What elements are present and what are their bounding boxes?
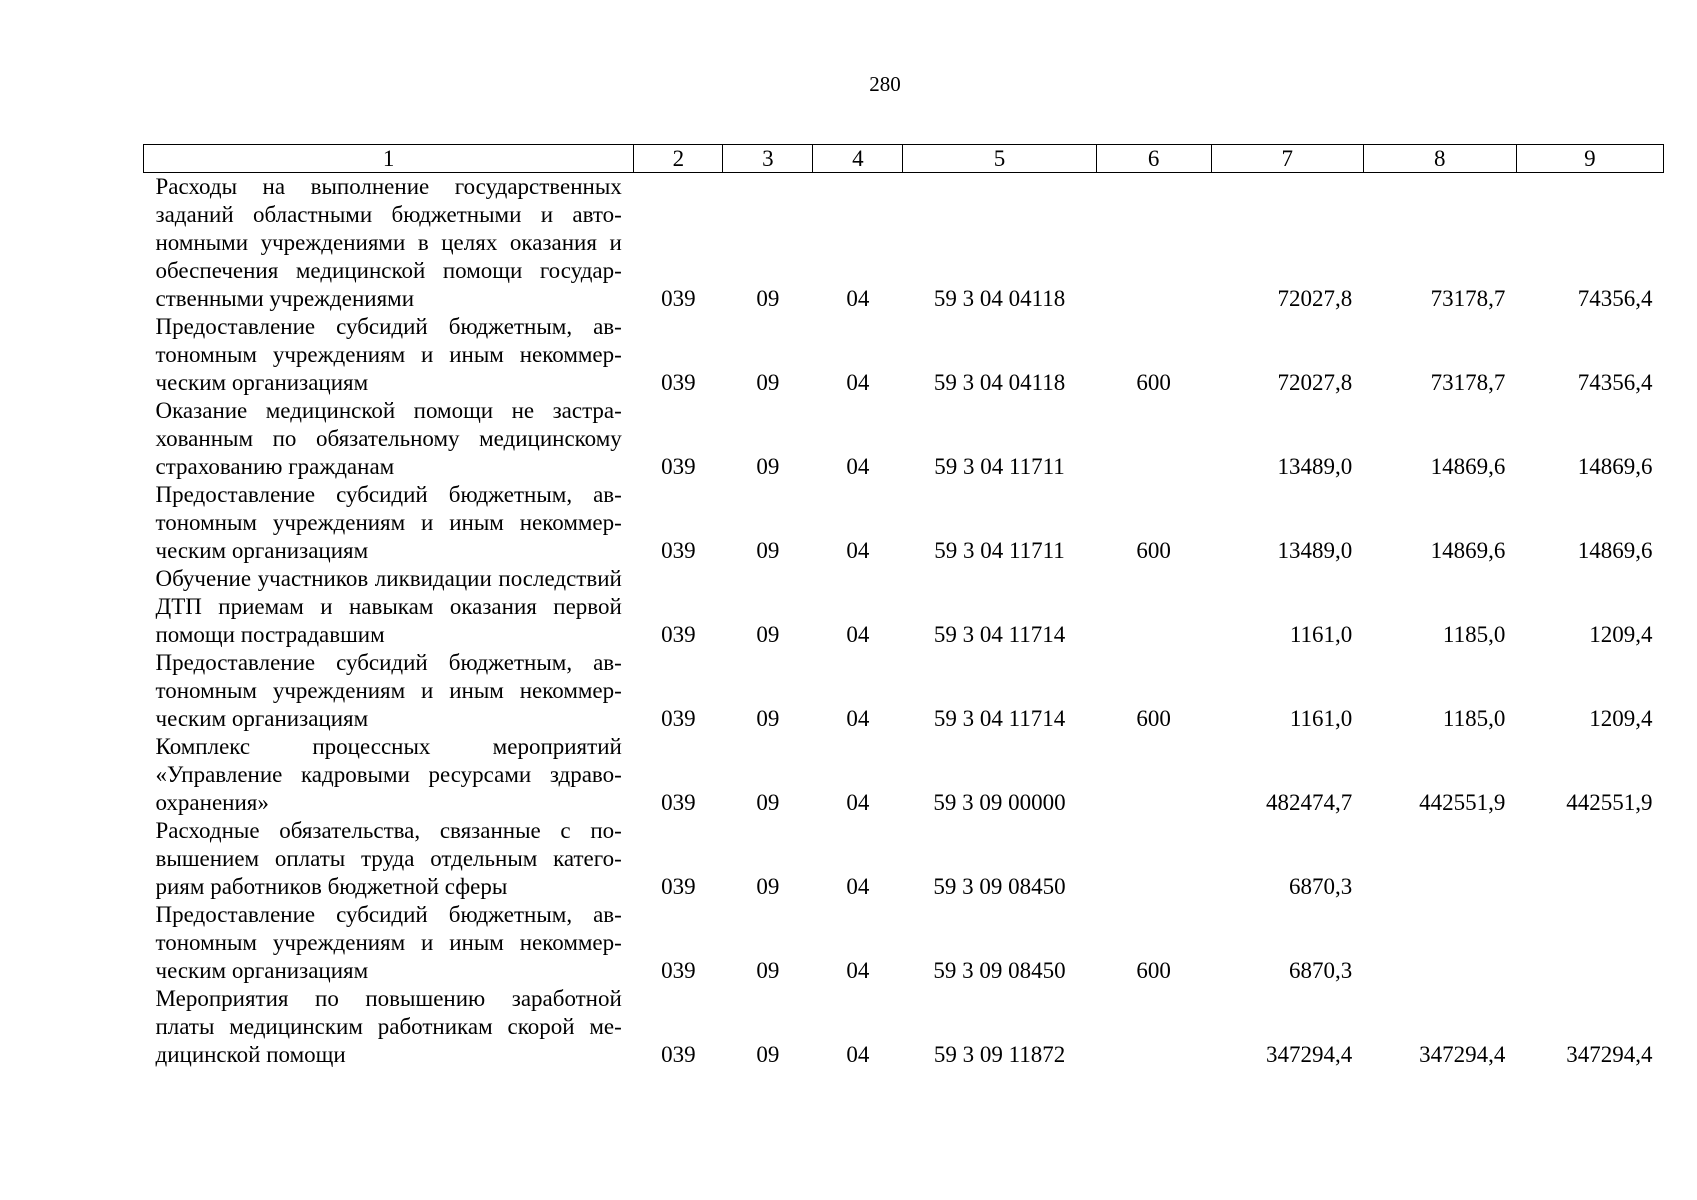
- row-target-article: 59 3 04 11714: [933, 706, 1066, 731]
- row-amount-col9: 442551,9: [1566, 790, 1653, 815]
- row-ministry-code: 039: [661, 538, 696, 563]
- row-ministry-code: 039: [661, 286, 696, 311]
- row-amount-col9: 74356,4: [1577, 286, 1653, 311]
- row-amount-col7: 6870,3: [1288, 958, 1353, 983]
- row-subsection-code: 04: [846, 706, 870, 731]
- row-amount-col7: 482474,7: [1265, 790, 1353, 815]
- row-amount-col7: 72027,8: [1277, 370, 1353, 395]
- row-amount-col9: 347294,4: [1566, 1042, 1653, 1067]
- row-description: Мероприятия по повышению заработной платы медицинским работникам скорой медицинской помощи: [155, 986, 622, 1067]
- table-row: [144, 649, 1664, 733]
- row-amount-col8: [1363, 817, 1516, 901]
- table-row: [144, 901, 1664, 985]
- row-amount-col8: 442551,9: [1419, 790, 1506, 815]
- table-row: [144, 397, 1664, 481]
- row-target-article: 59 3 09 11872: [933, 1042, 1066, 1067]
- row-amount-col9: [1516, 817, 1663, 901]
- row-amount-col8: 1185,0: [1442, 622, 1506, 647]
- row-expense-type: 600: [1136, 538, 1171, 563]
- row-amount-col8: 73178,7: [1430, 286, 1506, 311]
- row-target-article: 59 3 04 04118: [933, 370, 1066, 395]
- row-amount-col7: 1161,0: [1289, 622, 1353, 647]
- header-col-7: 7: [1211, 145, 1363, 173]
- row-section-code: 09: [756, 958, 780, 983]
- row-expense-type: [1096, 565, 1211, 649]
- row-ministry-code: 039: [661, 958, 696, 983]
- row-expense-type: [1096, 985, 1211, 1069]
- row-amount-col8: 347294,4: [1419, 1042, 1506, 1067]
- row-ministry-code: 039: [661, 370, 696, 395]
- table-row: [144, 313, 1664, 397]
- header-col-8: 8: [1363, 145, 1516, 173]
- row-section-code: 09: [756, 622, 780, 647]
- row-subsection-code: 04: [846, 622, 870, 647]
- row-expense-type: 600: [1136, 958, 1171, 983]
- header-col-9: 9: [1516, 145, 1663, 173]
- row-amount-col9: [1516, 901, 1663, 985]
- row-amount-col7: 72027,8: [1277, 286, 1353, 311]
- row-expense-type: [1096, 733, 1211, 817]
- row-expense-type: 600: [1136, 370, 1171, 395]
- table-row: [144, 733, 1664, 817]
- row-description: Обучение участников ликвидации последствий ДТП приемам и навыкам оказания первой помощи пострадавшим: [155, 566, 622, 647]
- row-target-article: 59 3 04 11714: [933, 622, 1066, 647]
- row-amount-col9: 14869,6: [1577, 454, 1653, 479]
- header-row: [144, 145, 1664, 173]
- row-amount-col8: 14869,6: [1430, 538, 1506, 563]
- row-ministry-code: 039: [661, 706, 696, 731]
- row-section-code: 09: [756, 1042, 780, 1067]
- row-expense-type: [1096, 397, 1211, 481]
- row-ministry-code: 039: [661, 790, 696, 815]
- row-description: Расходы на выполнение государственных заданий областными бюджетными и автономными учреждениями в целях оказания и обеспечения медицинской помощи государственными учреждениями: [155, 174, 622, 311]
- row-subsection-code: 04: [846, 454, 870, 479]
- budget-table: [143, 144, 1664, 1069]
- row-target-article: 59 3 09 08450: [933, 874, 1066, 899]
- row-amount-col7: 1161,0: [1289, 706, 1353, 731]
- row-section-code: 09: [756, 706, 780, 731]
- page-number: 280: [869, 72, 901, 96]
- row-target-article: 59 3 04 11711: [934, 538, 1065, 563]
- table-row: [144, 481, 1664, 565]
- row-amount-col9: 74356,4: [1577, 370, 1653, 395]
- row-amount-col9: 1209,4: [1589, 706, 1653, 731]
- header-col-3: 3: [723, 145, 813, 173]
- row-section-code: 09: [756, 790, 780, 815]
- row-section-code: 09: [756, 286, 780, 311]
- row-description: Предоставление субсидий бюджетным, автономным учреждениям и иным некоммерческим организациям: [155, 482, 622, 563]
- row-section-code: 09: [756, 874, 780, 899]
- row-target-article: 59 3 04 11711: [934, 454, 1065, 479]
- row-amount-col7: 13489,0: [1277, 538, 1353, 563]
- row-description: Комплекс процессных мероприятий «Управление кадровыми ресурсами здравоохранения»: [155, 734, 622, 815]
- row-description: Оказание медицинской помощи не застрахованным по обязательному медицинскому страхованию гражданам: [155, 398, 622, 479]
- header-col-1: 1: [144, 145, 634, 173]
- row-subsection-code: 04: [846, 538, 870, 563]
- row-amount-col7: 6870,3: [1288, 874, 1353, 899]
- row-description: Предоставление субсидий бюджетным, автономным учреждениям и иным некоммерческим организациям: [155, 314, 622, 395]
- table-row: [144, 565, 1664, 649]
- row-subsection-code: 04: [846, 370, 870, 395]
- row-subsection-code: 04: [846, 1042, 870, 1067]
- row-expense-type: [1096, 173, 1211, 314]
- row-amount-col8: 73178,7: [1430, 370, 1506, 395]
- table-row: [144, 173, 1664, 314]
- header-col-5: 5: [903, 145, 1096, 173]
- row-amount-col7: 13489,0: [1277, 454, 1353, 479]
- row-section-code: 09: [756, 370, 780, 395]
- row-description: Предоставление субсидий бюджетным, автономным учреждениям и иным некоммерческим организациям: [155, 902, 622, 983]
- row-amount-col8: [1363, 901, 1516, 985]
- row-expense-type: 600: [1136, 706, 1171, 731]
- row-subsection-code: 04: [846, 958, 870, 983]
- row-subsection-code: 04: [846, 286, 870, 311]
- row-description: Предоставление субсидий бюджетным, автономным учреждениям и иным некоммерческим организациям: [155, 650, 622, 731]
- row-ministry-code: 039: [661, 1042, 696, 1067]
- table-body: [144, 173, 1664, 1070]
- row-amount-col8: 14869,6: [1430, 454, 1506, 479]
- row-section-code: 09: [756, 538, 780, 563]
- table-row: [144, 985, 1664, 1069]
- row-amount-col9: 1209,4: [1589, 622, 1653, 647]
- row-target-article: 59 3 04 04118: [933, 286, 1066, 311]
- row-subsection-code: 04: [846, 790, 870, 815]
- row-description: Расходные обязательства, связанные с повышением оплаты труда отдельным категориям работников бюджетной сферы: [155, 818, 622, 899]
- row-target-article: 59 3 09 08450: [933, 958, 1066, 983]
- row-ministry-code: 039: [661, 454, 696, 479]
- table-header: [144, 145, 1664, 173]
- header-col-2: 2: [634, 145, 723, 173]
- row-amount-col9: 14869,6: [1577, 538, 1653, 563]
- row-ministry-code: 039: [661, 622, 696, 647]
- header-col-6: 6: [1096, 145, 1211, 173]
- row-expense-type: [1096, 817, 1211, 901]
- row-ministry-code: 039: [661, 874, 696, 899]
- row-amount-col7: 347294,4: [1265, 1042, 1353, 1067]
- row-subsection-code: 04: [846, 874, 870, 899]
- table-row: [144, 817, 1664, 901]
- row-amount-col8: 1185,0: [1442, 706, 1506, 731]
- header-col-4: 4: [813, 145, 903, 173]
- row-section-code: 09: [756, 454, 780, 479]
- row-target-article: 59 3 09 00000: [933, 790, 1066, 815]
